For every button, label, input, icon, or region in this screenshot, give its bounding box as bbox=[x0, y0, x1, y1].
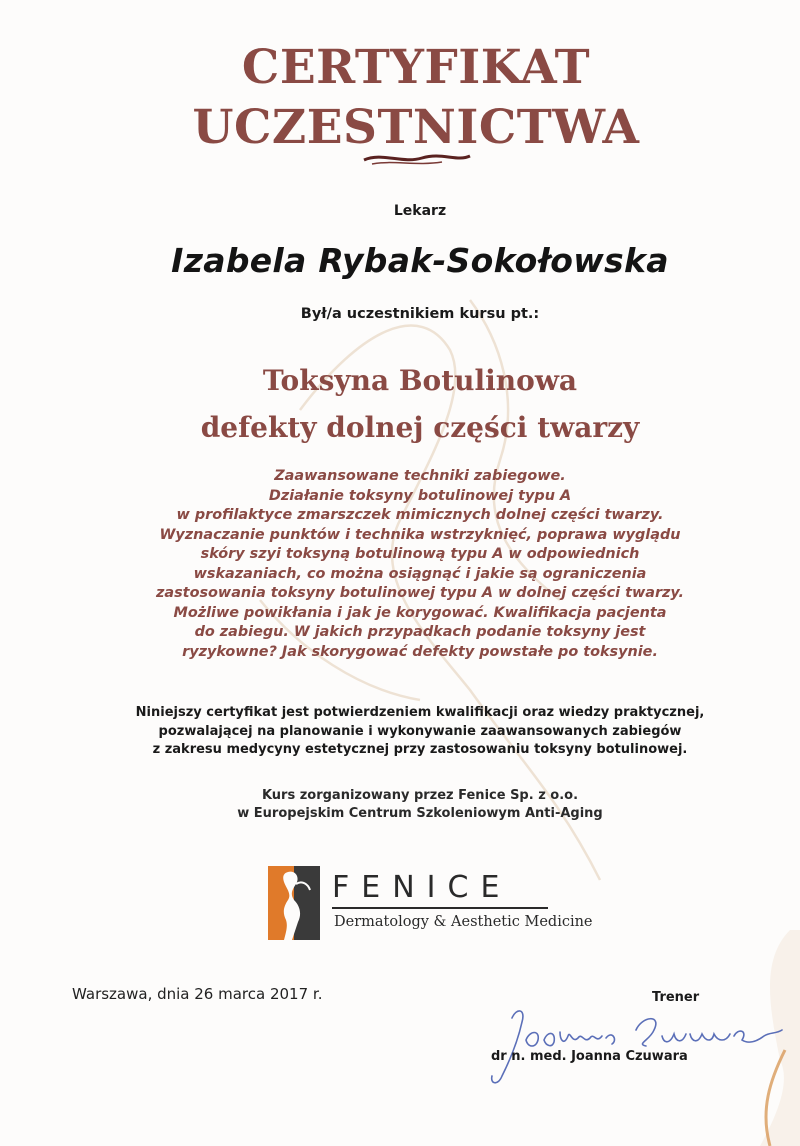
place-and-date: Warszawa, dnia 26 marca 2017 r. bbox=[72, 985, 323, 1003]
description-line: Wyznaczanie punktów i technika wstrzyknięć, poprawa wyglądu bbox=[159, 526, 681, 543]
participation-text: Był/a uczestnikiem kursu pt.: bbox=[300, 306, 540, 322]
course-description bbox=[0, 467, 800, 662]
organizer-info bbox=[0, 787, 800, 823]
organizer-line: w Europejskim Centrum Szkoleniowym Anti-Aging bbox=[237, 806, 603, 821]
description-line: ryzykowne? Jak skorygować defekty powstałe po toksynie. bbox=[182, 643, 658, 660]
organizer-line: Kurs zorganizowany przez Fenice Sp. z o.o. bbox=[261, 788, 579, 803]
certificate-statement bbox=[0, 704, 800, 760]
fenice-logo-mark bbox=[268, 866, 320, 940]
logo-divider bbox=[332, 907, 548, 909]
course-title-line1: Toksyna Botulinowa bbox=[262, 364, 578, 397]
statement-line: z zakresu medycyny estetycznej przy zastosowaniu toksyny botulinowej. bbox=[152, 742, 688, 757]
description-line: skóry szyi toksyną botulinową typu A w odpowiednich bbox=[200, 546, 640, 562]
description-line: Działanie toksyny botulinowej typu A bbox=[268, 487, 572, 504]
trainer-name: dr n. med. Joanna Czuwara bbox=[491, 1049, 688, 1064]
fenice-logo-tagline: Dermatology & Aesthetic Medicine bbox=[334, 914, 593, 930]
trainer-label: Trener bbox=[652, 990, 700, 1005]
handwritten-signature bbox=[486, 1000, 786, 1090]
fenice-logo-name: FENICE bbox=[332, 870, 512, 905]
description-line: Możliwe powikłania i jak je korygować. Kwalifikacja pacjenta bbox=[173, 604, 667, 621]
statement-line: pozwalającej na planowanie i wykonywanie zaawansowanych zabiegów bbox=[158, 723, 682, 739]
fenice-logo bbox=[268, 866, 593, 944]
description-line: Zaawansowane techniki zabiegowe. bbox=[274, 468, 566, 484]
certificate-title-line2: UCZESTNICTWA bbox=[192, 100, 640, 155]
description-line: w profilaktyce zmarszczek mimicznych dolnej części twarzy. bbox=[176, 507, 664, 523]
recipient-name: Izabela Rybak-Sokołowska bbox=[171, 241, 669, 280]
description-line: zastosowania toksyny botulinowej typu A w dolnej części twarzy. bbox=[156, 585, 684, 601]
recipient-role: Lekarz bbox=[393, 203, 447, 219]
certificate-title-line1: CERTYFIKAT bbox=[241, 40, 591, 95]
description-line: do zabiegu. W jakich przypadkach podanie toksyny jest bbox=[194, 624, 646, 640]
statement-line: Niniejszy certyfikat jest potwierdzeniem kwalifikacji oraz wiedzy praktycznej, bbox=[135, 705, 705, 720]
title-flourish bbox=[362, 148, 472, 170]
course-title-line2: defekty dolnej części twarzy bbox=[200, 411, 640, 444]
description-line: wskazaniach, co można osiągnąć i jakie są ograniczenia bbox=[193, 565, 647, 582]
